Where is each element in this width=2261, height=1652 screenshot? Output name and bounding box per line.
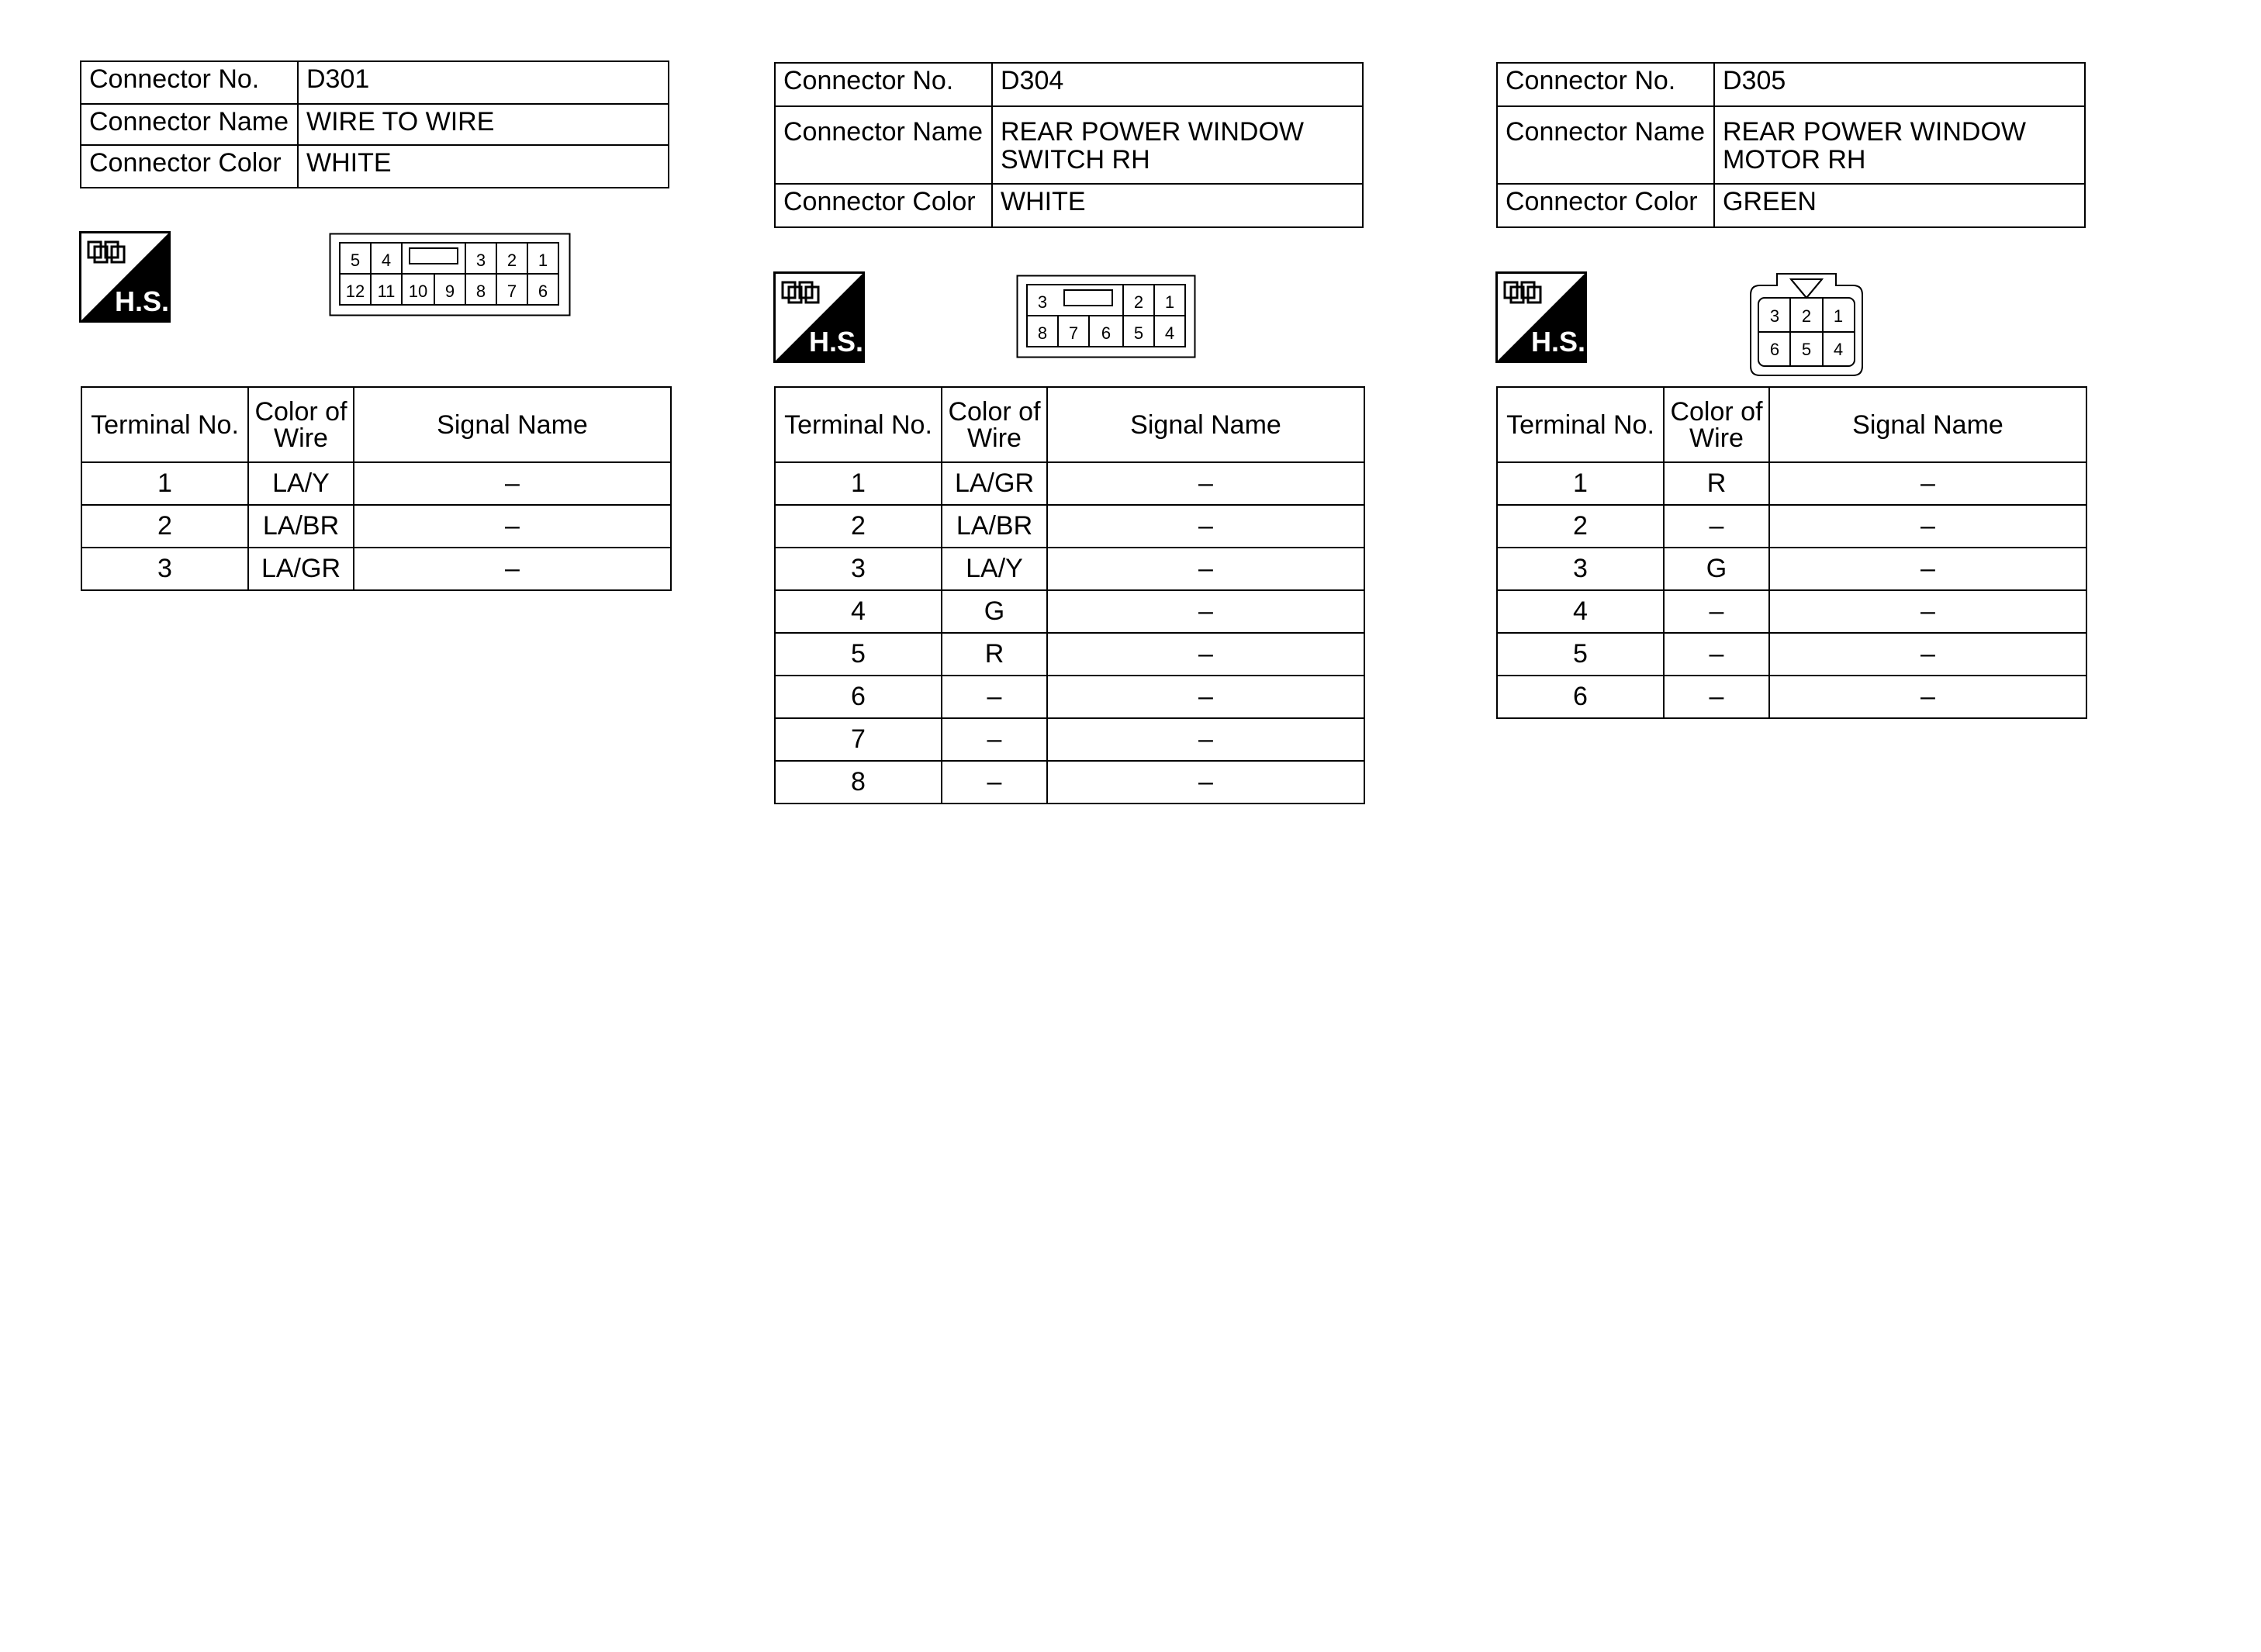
terminal-no: 6 <box>775 676 942 718</box>
wire-color: – <box>942 676 1047 718</box>
table-row <box>1497 633 2086 676</box>
signal-name: – <box>1769 590 2086 633</box>
signal-name: – <box>1769 633 2086 676</box>
terminal-no: 4 <box>1497 590 1664 633</box>
hs-label: H.S. <box>809 326 864 358</box>
harness-side-icon <box>773 271 865 363</box>
table-row <box>775 718 1364 761</box>
harness-side-icon <box>79 231 171 323</box>
pin-label: 12 <box>345 282 365 301</box>
wire-color: – <box>1664 590 1769 633</box>
connector-no-label: Connector No. <box>775 63 992 106</box>
signal-name: – <box>1047 590 1364 633</box>
table-row <box>1497 505 2086 548</box>
wire-color: G <box>942 590 1047 633</box>
table-row <box>1497 590 2086 633</box>
signal-name: – <box>1047 676 1364 718</box>
wire-color: R <box>1664 462 1769 505</box>
pin-label: 1 <box>538 251 548 270</box>
table-row <box>775 505 1364 548</box>
wire-color: – <box>1664 633 1769 676</box>
table-row <box>81 548 671 590</box>
pin-label: 3 <box>1769 306 1780 326</box>
wire-color-header: Color of Wire <box>942 387 1047 462</box>
connector-name-line: SWITCH RH <box>1001 145 1150 175</box>
pin-label: 4 <box>1164 323 1175 343</box>
pin-label: 7 <box>506 282 517 301</box>
connector-color-label: Connector Color <box>775 184 992 227</box>
connector-name-value: WIRE TO WIRE <box>298 104 669 145</box>
connector-name-label: Connector Name <box>1497 106 1714 184</box>
pin-label: 6 <box>1101 323 1111 343</box>
wire-color: G <box>1664 548 1769 590</box>
wire-color: LA/Y <box>942 548 1047 590</box>
wire-color: LA/GR <box>248 548 354 590</box>
signal-name: – <box>354 548 671 590</box>
connector-name-label: Connector Name <box>81 104 298 145</box>
wire-color: – <box>1664 676 1769 718</box>
connector-no-label: Connector No. <box>1497 63 1714 106</box>
terminal-no: 1 <box>775 462 942 505</box>
wire-color: LA/GR <box>942 462 1047 505</box>
connector-no-value: D304 <box>992 63 1363 106</box>
table-row <box>81 462 671 505</box>
terminal-no: 5 <box>1497 633 1664 676</box>
terminal-no: 3 <box>1497 548 1664 590</box>
harness-side-icon <box>1495 271 1587 363</box>
wire-color: – <box>1664 505 1769 548</box>
terminal-no: 1 <box>1497 462 1664 505</box>
pin-label: 2 <box>506 251 517 270</box>
pin-label: 6 <box>1769 340 1780 359</box>
connector-d305 <box>1496 62 2086 228</box>
connector-no-label: Connector No. <box>81 61 298 104</box>
table-row <box>775 548 1364 590</box>
signal-name-header: Signal Name <box>354 387 671 462</box>
pin-label: 2 <box>1801 306 1812 326</box>
connector-name-line: REAR POWER WINDOW <box>1723 117 2026 147</box>
connector-info-table <box>774 62 1364 228</box>
signal-name-header: Signal Name <box>1047 387 1364 462</box>
pin-label: 4 <box>381 251 392 270</box>
pin-label: 1 <box>1164 292 1175 312</box>
pin-label: 5 <box>1133 323 1144 343</box>
connector-info-table <box>80 60 669 188</box>
table-row <box>775 590 1364 633</box>
signal-name: – <box>1047 505 1364 548</box>
terminal-no: 3 <box>775 548 942 590</box>
wire-color-header: Color of Wire <box>1664 387 1769 462</box>
signal-name: – <box>1769 505 2086 548</box>
connector-name-value <box>1714 106 2085 184</box>
terminal-no: 4 <box>775 590 942 633</box>
wire-color: LA/Y <box>248 462 354 505</box>
connector-color-label: Connector Color <box>1497 184 1714 227</box>
pin-label: 3 <box>1037 292 1048 312</box>
terminal-table <box>774 386 1365 804</box>
signal-name: – <box>1769 548 2086 590</box>
connector-info-table <box>1496 62 2086 228</box>
terminal-no: 7 <box>775 718 942 761</box>
hs-label: H.S. <box>1531 326 1586 358</box>
pin-label: 4 <box>1833 340 1844 359</box>
terminal-no-header: Terminal No. <box>81 387 248 462</box>
pin-label: 9 <box>444 282 455 301</box>
terminal-table <box>81 386 672 591</box>
signal-name: – <box>354 505 671 548</box>
connector-name-label: Connector Name <box>775 106 992 184</box>
connector-name-line: MOTOR RH <box>1723 145 1866 175</box>
signal-name: – <box>1047 718 1364 761</box>
terminal-no: 2 <box>1497 505 1664 548</box>
pin-label: 10 <box>408 282 428 301</box>
pin-label: 2 <box>1133 292 1144 312</box>
table-row <box>775 462 1364 505</box>
terminal-no: 2 <box>775 505 942 548</box>
terminal-no: 8 <box>775 761 942 804</box>
wire-color: – <box>942 718 1047 761</box>
connector-d304 <box>774 62 1364 228</box>
connector-color-value: GREEN <box>1714 184 2085 227</box>
pin-label: 5 <box>350 251 361 270</box>
signal-name: – <box>1047 761 1364 804</box>
connector-face-diagram <box>1748 271 1865 378</box>
signal-name: – <box>1047 548 1364 590</box>
terminal-no: 3 <box>81 548 248 590</box>
table-row <box>775 633 1364 676</box>
wire-color: R <box>942 633 1047 676</box>
connector-color-value: WHITE <box>298 145 669 188</box>
signal-name-header: Signal Name <box>1769 387 2086 462</box>
terminal-no: 5 <box>775 633 942 676</box>
signal-name: – <box>1047 633 1364 676</box>
pin-label: 3 <box>475 251 486 270</box>
table-row <box>1497 676 2086 718</box>
table-row <box>1497 548 2086 590</box>
signal-name: – <box>354 462 671 505</box>
connector-name-value <box>992 106 1363 184</box>
terminal-table <box>1496 386 2087 719</box>
pin-label: 1 <box>1833 306 1844 326</box>
terminal-no-header: Terminal No. <box>1497 387 1664 462</box>
pin-label: 6 <box>538 282 548 301</box>
signal-name: – <box>1769 676 2086 718</box>
terminal-no-header: Terminal No. <box>775 387 942 462</box>
terminal-no: 6 <box>1497 676 1664 718</box>
table-row <box>775 761 1364 804</box>
wire-color: LA/BR <box>248 505 354 548</box>
wire-color: – <box>942 761 1047 804</box>
table-row <box>1497 462 2086 505</box>
pin-label: 11 <box>377 282 396 301</box>
wire-color: LA/BR <box>942 505 1047 548</box>
table-row <box>81 505 671 548</box>
pin-label: 7 <box>1068 323 1079 343</box>
pin-label: 5 <box>1801 340 1812 359</box>
connector-d301 <box>80 60 669 188</box>
hs-label: H.S. <box>115 285 170 317</box>
wire-color-header: Color of Wire <box>248 387 354 462</box>
connector-color-value: WHITE <box>992 184 1363 227</box>
pin-label: 8 <box>475 282 486 301</box>
connector-no-value: D301 <box>298 61 669 104</box>
connector-color-label: Connector Color <box>81 145 298 188</box>
terminal-no: 1 <box>81 462 248 505</box>
table-row <box>775 676 1364 718</box>
pin-label: 8 <box>1037 323 1048 343</box>
signal-name: – <box>1769 462 2086 505</box>
signal-name: – <box>1047 462 1364 505</box>
connector-face-diagram <box>1016 275 1196 358</box>
terminal-no: 2 <box>81 505 248 548</box>
connector-face-diagram <box>329 233 571 316</box>
connector-name-line: REAR POWER WINDOW <box>1001 117 1304 147</box>
connector-no-value: D305 <box>1714 63 2085 106</box>
